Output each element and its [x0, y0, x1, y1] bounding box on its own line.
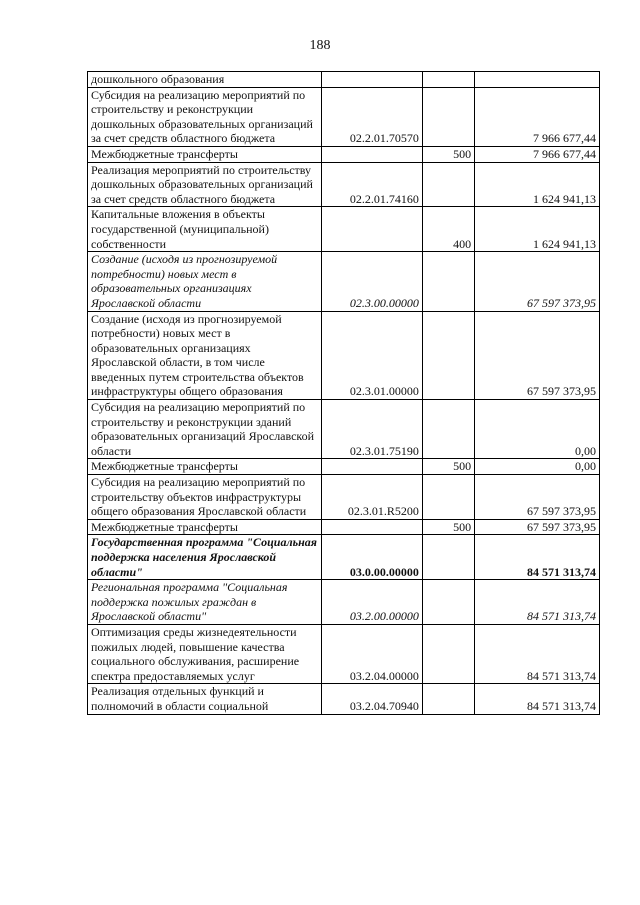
row-sum: 84 571 313,74: [475, 580, 600, 625]
table-row: [88, 580, 600, 625]
row-name: Оптимизация среды жизнедеятельности пожилых людей, повышение качества социального обслуживания, расширение спектра предоставляемых услуг: [88, 624, 322, 683]
row-code: [321, 207, 422, 252]
row-name: Межбюджетные трансферты: [88, 519, 322, 535]
row-code: [321, 72, 422, 88]
row-sum: 7 966 677,44: [475, 146, 600, 162]
row-code: [321, 519, 422, 535]
table-row: [88, 624, 600, 683]
table-row: [88, 72, 600, 88]
row-sum: 84 571 313,74: [475, 535, 600, 580]
row-name: Государственная программа "Социальная поддержка населения Ярославской области": [88, 535, 322, 580]
row-expense-type: [422, 311, 474, 400]
row-sum: [475, 72, 600, 88]
budget-table-body: [88, 72, 600, 715]
table-row: [88, 252, 600, 311]
row-code: 02.3.01.75190: [321, 400, 422, 459]
row-expense-type: [422, 475, 474, 520]
table-row: [88, 535, 600, 580]
table-row: [88, 519, 600, 535]
row-expense-type: [422, 72, 474, 88]
row-name: Межбюджетные трансферты: [88, 459, 322, 475]
row-name: Капитальные вложения в объекты государственной (муниципальной) собственности: [88, 207, 322, 252]
row-name: Субсидия на реализацию мероприятий по строительству объектов инфраструктуры общего образования Ярославской области: [88, 475, 322, 520]
row-name: Создание (исходя из прогнозируемой потребности) новых мест в образовательных организациях Ярославской области, в том числе введенных путем строительства объектов инфраструктуры общего образования: [88, 311, 322, 400]
row-sum: 67 597 373,95: [475, 311, 600, 400]
row-expense-type: [422, 535, 474, 580]
row-name: Создание (исходя из прогнозируемой потребности) новых мест в образовательных организациях Ярославской области: [88, 252, 322, 311]
row-sum: 0,00: [475, 459, 600, 475]
row-sum: 84 571 313,74: [475, 684, 600, 714]
row-sum: 67 597 373,95: [475, 252, 600, 311]
row-code: 03.2.00.00000: [321, 580, 422, 625]
row-code: [321, 146, 422, 162]
row-expense-type: 400: [422, 207, 474, 252]
table-row: [88, 475, 600, 520]
table-row: [88, 207, 600, 252]
row-name: Субсидия на реализацию мероприятий по строительству и реконструкции зданий образовательных организаций Ярославской области: [88, 400, 322, 459]
row-code: 03.0.00.00000: [321, 535, 422, 580]
row-expense-type: [422, 400, 474, 459]
table-row: [88, 162, 600, 207]
table-row: [88, 87, 600, 146]
row-code: 03.2.04.70940: [321, 684, 422, 714]
row-expense-type: [422, 252, 474, 311]
row-name: Реализация мероприятий по строительству дошкольных образовательных организаций за счет средств областного бюджета: [88, 162, 322, 207]
row-name: Субсидия на реализацию мероприятий по строительству и реконструкции дошкольных образовательных организаций за счет средств областного бюджета: [88, 87, 322, 146]
table-row: [88, 459, 600, 475]
row-expense-type: [422, 162, 474, 207]
row-expense-type: 500: [422, 459, 474, 475]
row-code: [321, 459, 422, 475]
row-code: 02.3.01.R5200: [321, 475, 422, 520]
table-row: [88, 400, 600, 459]
row-expense-type: [422, 580, 474, 625]
page-number: 188: [309, 38, 331, 53]
row-name: Межбюджетные трансферты: [88, 146, 322, 162]
row-name: дошкольного образования: [88, 72, 322, 88]
table-row: [88, 146, 600, 162]
row-expense-type: 500: [422, 519, 474, 535]
row-name: Региональная программа "Социальная поддержка пожилых граждан в Ярославской области": [88, 580, 322, 625]
table-row: [88, 684, 600, 714]
row-sum: 1 624 941,13: [475, 162, 600, 207]
row-sum: 84 571 313,74: [475, 624, 600, 683]
row-code: 02.3.00.00000: [321, 252, 422, 311]
row-code: 03.2.04.00000: [321, 624, 422, 683]
row-code: 02.2.01.74160: [321, 162, 422, 207]
row-expense-type: [422, 87, 474, 146]
row-sum: 67 597 373,95: [475, 475, 600, 520]
row-expense-type: [422, 684, 474, 714]
row-name: Реализация отдельных функций и полномочий в области социальной: [88, 684, 322, 714]
row-sum: 1 624 941,13: [475, 207, 600, 252]
row-sum: 7 966 677,44: [475, 87, 600, 146]
budget-table: [87, 71, 600, 715]
row-code: 02.3.01.00000: [321, 311, 422, 400]
row-code: 02.2.01.70570: [321, 87, 422, 146]
row-sum: 67 597 373,95: [475, 519, 600, 535]
table-row: [88, 311, 600, 400]
row-sum: 0,00: [475, 400, 600, 459]
row-expense-type: [422, 624, 474, 683]
row-expense-type: 500: [422, 146, 474, 162]
